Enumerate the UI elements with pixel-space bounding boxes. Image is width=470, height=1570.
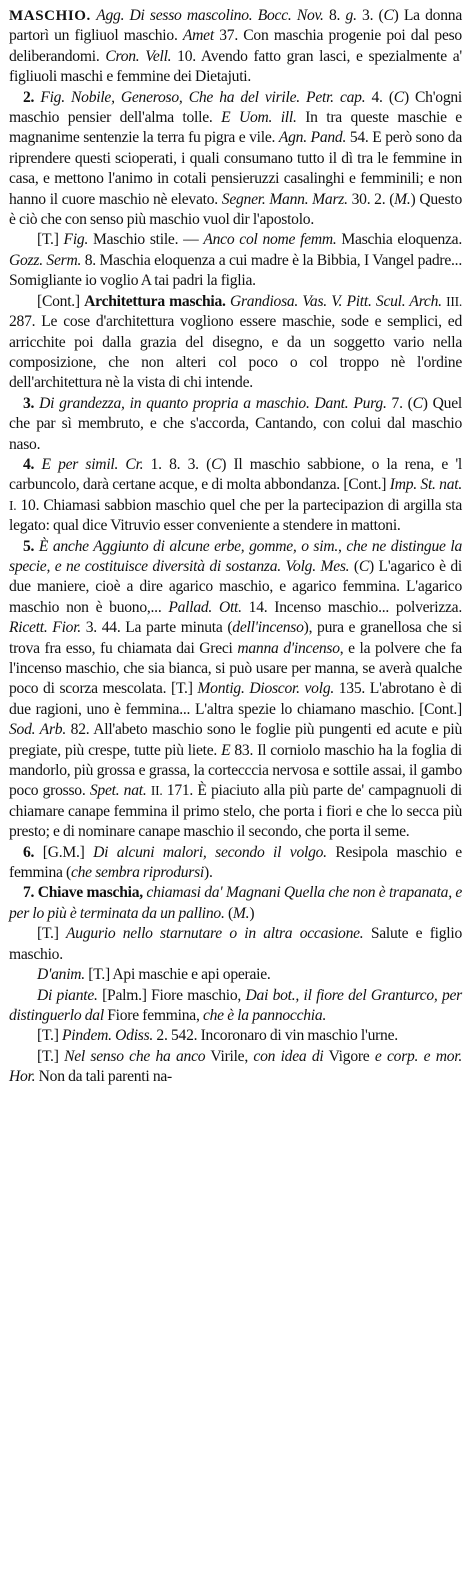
text-run: I. bbox=[9, 497, 17, 513]
text-run: Maschio stile. — bbox=[88, 231, 204, 249]
text-run: [T.] bbox=[37, 1027, 63, 1045]
text-run: 82. All'abeto maschio sono le foglie più pungenti ed acute e più pregiate, più crespe, tutte più liete. bbox=[9, 721, 462, 759]
text-run: chiamasi da' Magnani Quella che non è trapanata, e per lo più è terminata da un pallino. bbox=[9, 884, 463, 922]
text-run: che sembra riprodursi bbox=[70, 864, 205, 882]
text-run: Non da tali parenti na- bbox=[35, 1068, 172, 1086]
text-run: 3. bbox=[23, 394, 40, 412]
text-run: 54. E però sono da riprendere questi scioperati, i quali consumano tutto il dì tra le femmine in casa, e mettono l'animo in cotali pensieruzzi casalinghi e femminili; e non hanno il cuore maschio nè elevato. bbox=[9, 129, 462, 208]
text-run: g. bbox=[345, 7, 357, 24]
text-run: Di alcuni malori, secondo il volgo. bbox=[93, 843, 327, 861]
text-run: Di piante. bbox=[37, 986, 98, 1004]
text-run: [T.] bbox=[37, 231, 64, 249]
text-run: [G.M.] bbox=[42, 843, 94, 861]
text-run: C bbox=[358, 557, 370, 575]
text-run: Segner. Mann. Marz. bbox=[221, 190, 348, 208]
text-run: 1. 8. 3. ( bbox=[143, 455, 212, 473]
text-run: 14. Incenso maschio... polverizza. bbox=[241, 598, 462, 616]
text-run: Spet. nat. bbox=[89, 782, 147, 800]
text-run: [T.] bbox=[37, 1047, 65, 1065]
text-run: Chiave maschia, bbox=[37, 884, 143, 902]
text-run: M. bbox=[232, 904, 250, 922]
text-run: E bbox=[221, 741, 231, 759]
text-run: Agn. Pand. bbox=[278, 129, 347, 147]
text-run: 6. bbox=[23, 843, 43, 861]
text-run: 2. 542. Incoronaro di vin maschio l'urne. bbox=[153, 1027, 398, 1045]
text-run: 2. bbox=[23, 88, 41, 106]
text-run: e corp. e mor. Hor. bbox=[9, 1047, 462, 1086]
text-run: ) Quel che par sì membruto, e che s'accorda, Cantando, con colui dal maschio naso. bbox=[9, 394, 462, 453]
text-run: 171. È piaciuto alla più parte de' campagnuoli di chiamare canape femmina il primo stelo, che porta i fiori e che lo secca più presto; e di nominare canape maschio il secondo, che porta il seme. bbox=[9, 782, 462, 841]
text-run: 3. ( bbox=[356, 7, 384, 24]
sense-4 bbox=[9, 455, 462, 537]
text-run: Resipola maschio e femmina ( bbox=[9, 843, 462, 882]
sense-7-animals bbox=[9, 965, 462, 985]
text-run: Agg. Di sesso mascolino. Bocc. Nov. bbox=[96, 7, 324, 24]
lemma-headword: MASCHIO. bbox=[9, 8, 91, 24]
text-run: 3. 44. La parte minuta ( bbox=[80, 619, 233, 637]
text-run: ( bbox=[224, 904, 233, 922]
text-run: 8. Maschia eloquenza a cui madre è la Bibbia, I Vangel padre... Somigliante io voglio A tai padri la figlia. bbox=[9, 251, 462, 290]
sense-1 bbox=[9, 6, 462, 88]
text-run: [T.] bbox=[37, 925, 67, 943]
text-run: Pindem. Odiss. bbox=[62, 1027, 154, 1045]
text-run: 7. bbox=[23, 884, 38, 902]
text-run: Dai bot., il fiore del Granturco, per distinguerlo dal bbox=[9, 986, 462, 1024]
text-run: 83. Il corniolo maschio ha la foglia di mandorlo, più grossa e grassa, la cortecccia nervosa e sottile assai, il gambo poco grosso. bbox=[9, 741, 462, 800]
text-run: Ricett. Fior. bbox=[9, 619, 81, 637]
text-run: Nel senso che ha anco bbox=[64, 1047, 206, 1065]
text-run: dell'incenso bbox=[232, 619, 304, 637]
sense-2-figurative-style bbox=[9, 230, 462, 291]
text-run: E Uom. ill. bbox=[221, 109, 297, 127]
text-run: 10. Chiamasi sabbion maschio quel che per la partecipazion di argilla sta legato: qual dice Vitruvio esser conveniente a stendere in mattoni. bbox=[9, 496, 462, 535]
text-run: Salute e figlio maschio. bbox=[9, 925, 462, 963]
text-run: C bbox=[211, 455, 222, 473]
text-run: 8. bbox=[323, 7, 346, 24]
text-run: C bbox=[393, 88, 404, 106]
text-run: 135. L'abrotano è di due ragioni, uno è femmina... L'altra spezie lo chiamano maschio. [Cont.] bbox=[9, 680, 462, 718]
text-run: Imp. St. nat. bbox=[389, 476, 462, 494]
text-run: ) L'agarico è di due maniere, cioè a dire agarico maschio, e agarico femmina. L'agarico maschio non è buono,... bbox=[9, 557, 462, 616]
text-run: Sod. Arb. bbox=[9, 721, 66, 739]
text-run: 7. ( bbox=[386, 394, 413, 412]
sense-5 bbox=[9, 537, 462, 843]
text-run: ) La donna partorì un figliuol maschio. bbox=[9, 7, 462, 45]
text-run: ). bbox=[204, 864, 213, 882]
text-run: 4. ( bbox=[365, 88, 394, 106]
text-run: Di grandezza, in quanto propria a maschio. Dant. Purg. bbox=[39, 394, 387, 412]
text-run: [Cont.] bbox=[37, 292, 85, 310]
text-run: Fiore femmina, bbox=[103, 1006, 203, 1024]
text-run: ) Questo è ciò che con senso più maschio vuol dir l'apostolo. bbox=[9, 190, 462, 229]
text-run: Cron. Vell. bbox=[105, 47, 172, 65]
text-run: ( bbox=[349, 557, 359, 575]
text-run: È anche Aggiunto di alcune erbe, gomme, o sim., che ne distingue la specie, e ne costituisce diversità di sostanza. Volg. Mes. bbox=[9, 537, 462, 575]
text-run: Anco col nome femm. bbox=[203, 231, 337, 249]
sense-2-architecture bbox=[9, 292, 462, 394]
text-run: Grandiosa. Vas. V. Pitt. Scul. Arch. bbox=[229, 292, 442, 310]
text-run: D'anim. bbox=[37, 966, 85, 984]
sense-7-pindemonte bbox=[9, 1026, 462, 1046]
sense-7-virile bbox=[9, 1047, 462, 1088]
text-run: C bbox=[412, 394, 423, 412]
text-run: ) Il maschio sabbione, o la rena, e 'l carbuncolo, darà certane acque, e di molta abbondanza. [Cont.] bbox=[9, 455, 462, 494]
text-run: In tra queste maschie e magnanime sentenzie la terra fu pigra e vile. bbox=[9, 109, 462, 147]
text-run: ) Ch'ogni maschio pensier dell'alma tolle. bbox=[9, 88, 462, 127]
sense-6 bbox=[9, 843, 462, 884]
text-run: , e la polvere che fa l'incenso maschio, che sia bianca, si può usare per manna, se averà qualche poco di scorza mescolata. [T.] bbox=[9, 639, 462, 698]
text-run: Vigore bbox=[323, 1047, 375, 1065]
text-run: 287. Le cose d'architettura vogliono essere maschie, sode e semplici, ed arricchite poi dalla grazia del disegno, e da un soggetto vario nella composizione, che non alteri col poco o col troppo nè l'ordine dell'architettura nè la vista di chi intende. bbox=[9, 313, 462, 392]
text-run: Fig. bbox=[63, 231, 89, 249]
text-run: ), pura e granellosa che si trova fra esso, fu chiamata dai Greci bbox=[9, 619, 462, 657]
text-run: Maschia eloquenza. bbox=[336, 231, 462, 249]
text-run: 37. Con maschia progenie poi dal peso deliberandomi. bbox=[9, 27, 462, 65]
text-run: III. bbox=[446, 293, 462, 309]
text-run: 10. Avendo fatto gran lasci, e spezialmente a' figliuoli maschi e femmine dei Dietajuti. bbox=[9, 47, 462, 86]
text-run: 30. 2. ( bbox=[347, 190, 395, 208]
text-run: 4. bbox=[23, 455, 42, 473]
text-run: [T.] Api maschie e api operaie. bbox=[84, 966, 271, 984]
text-run: Amet bbox=[182, 27, 214, 45]
text-run: [Palm.] Fiore maschio, bbox=[97, 986, 246, 1004]
text-run: 5. bbox=[23, 537, 39, 555]
sense-2 bbox=[9, 88, 462, 231]
text-run: Pallad. Ott. bbox=[168, 598, 242, 616]
text-run: Montig. Dioscor. volg. bbox=[197, 680, 335, 698]
sense-7-plants bbox=[9, 986, 462, 1027]
text-run: con idea di bbox=[253, 1047, 324, 1065]
text-run: Fig. Nobile, Generoso, Che ha del virile. Petr. cap. bbox=[40, 88, 366, 106]
text-run: E per simil. Cr. bbox=[41, 455, 144, 473]
text-run: M. bbox=[394, 190, 411, 208]
text-run: II. bbox=[150, 783, 163, 799]
text-run: Gozz. Serm. bbox=[9, 251, 82, 269]
text-run: C bbox=[383, 7, 394, 24]
text-run: Augurio nello starnutare o in altra occasione. bbox=[66, 925, 364, 943]
text-run: Virile, bbox=[205, 1047, 254, 1065]
text-run: che è la pannocchia. bbox=[202, 1006, 327, 1024]
sense-3 bbox=[9, 394, 462, 455]
text-run: manna d'incenso bbox=[237, 639, 340, 657]
text-run: Architettura maschia. bbox=[84, 292, 226, 310]
sense-7-augurio bbox=[9, 924, 462, 965]
text-run: ) bbox=[249, 904, 255, 922]
sense-7 bbox=[9, 883, 462, 924]
